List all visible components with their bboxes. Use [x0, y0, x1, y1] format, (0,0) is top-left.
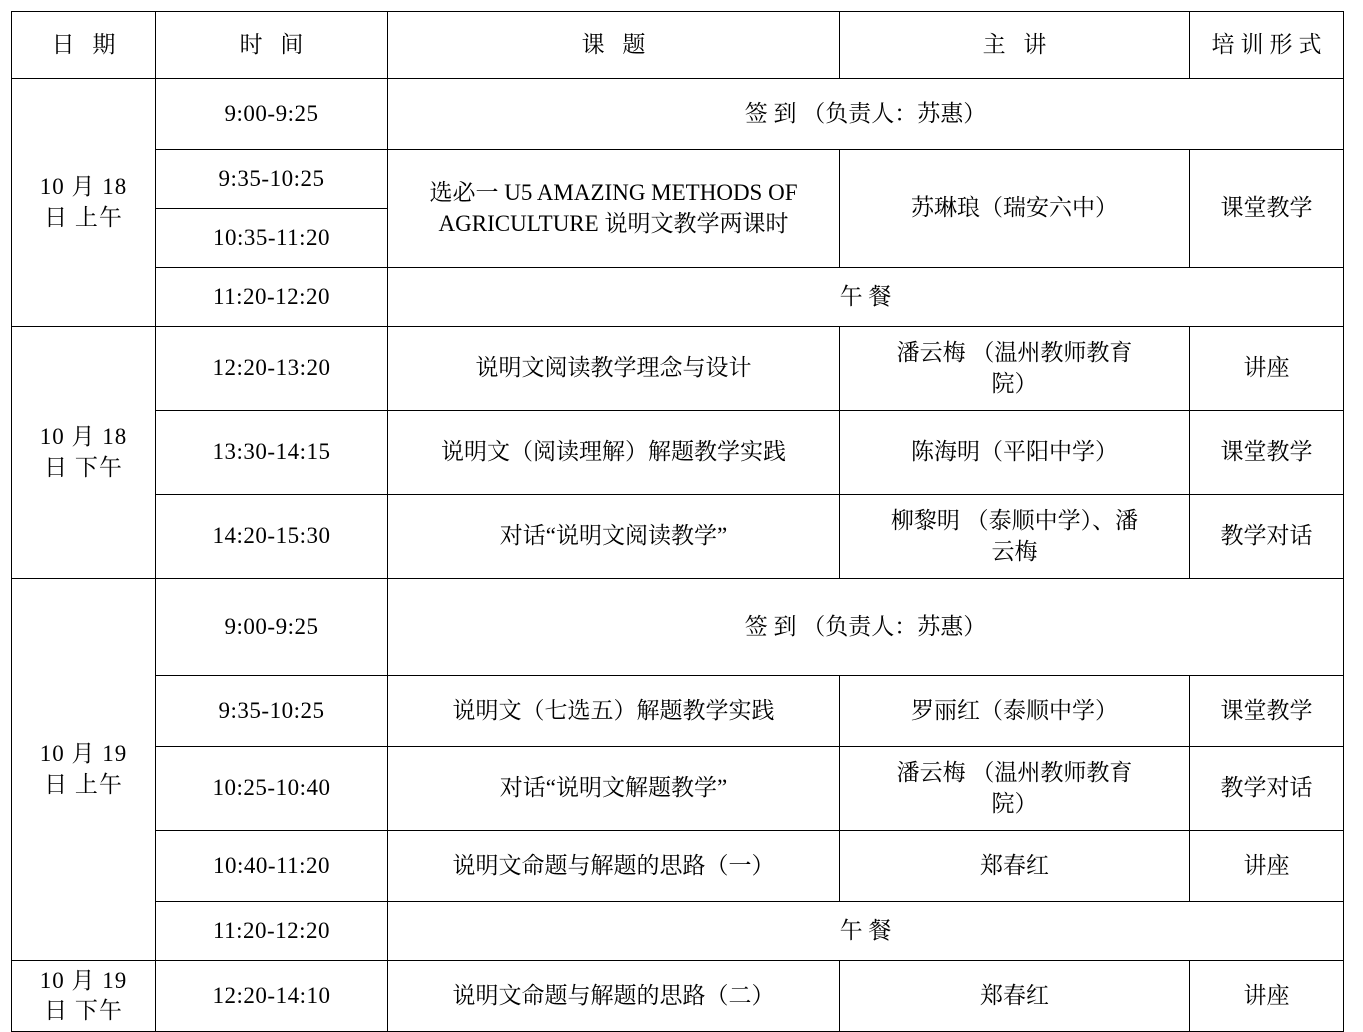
- table-row: [12, 747, 1344, 831]
- table-row: [12, 327, 1344, 411]
- speaker-line-1: 潘云梅 （温州教师教育: [896, 340, 1133, 366]
- time-cell: 12:20-14:10: [156, 961, 388, 1032]
- speaker-line-1: 潘云梅 （温州教师教育: [896, 760, 1133, 786]
- time-cell: 9:35-10:25: [156, 676, 388, 747]
- table-body: [12, 79, 1344, 1032]
- table-header-row: [12, 12, 1344, 79]
- date-cell-oct19-morning: [12, 579, 156, 961]
- date-line-2: 日 下午: [44, 998, 123, 1023]
- topic-line-1: 选必一 U5 AMAZING METHODS OF: [429, 180, 798, 206]
- topic-cell: 说明文（阅读理解）解题教学实践: [388, 411, 840, 495]
- speaker-line-2: 院）: [991, 790, 1038, 816]
- date-cell-oct19-afternoon: [12, 961, 156, 1032]
- speaker-cell: 陈海明（平阳中学）: [840, 411, 1190, 495]
- speaker-cell: [840, 327, 1190, 411]
- date-line-2: 日 上午: [44, 771, 123, 797]
- table-row: [12, 676, 1344, 747]
- time-cell: 14:20-15:30: [156, 495, 388, 579]
- date-line-1: 10 月 18: [39, 424, 128, 450]
- table-row: [12, 411, 1344, 495]
- lunch-cell: 午 餐: [388, 268, 1344, 327]
- column-header-form: 培训形式: [1190, 12, 1344, 79]
- time-cell: 9:00-9:25: [156, 579, 388, 676]
- signin-cell: 签 到 （负责人：苏惠）: [388, 579, 1344, 676]
- column-header-topic: 课 题: [388, 12, 840, 79]
- speaker-cell: 郑春红: [840, 961, 1190, 1032]
- time-cell: 10:35-11:20: [156, 209, 388, 268]
- table-row: [12, 961, 1344, 1032]
- form-cell: 课堂教学: [1190, 411, 1344, 495]
- table-row: [12, 495, 1344, 579]
- form-cell: 课堂教学: [1190, 150, 1344, 268]
- table-header: [12, 12, 1344, 79]
- topic-cell: [388, 150, 840, 268]
- time-cell: 10:25-10:40: [156, 747, 388, 831]
- column-header-time: 时 间: [156, 12, 388, 79]
- form-cell: 教学对话: [1190, 495, 1344, 579]
- topic-cell: 说明文阅读教学理念与设计: [388, 327, 840, 411]
- training-schedule-table: [11, 11, 1344, 1032]
- time-cell: 12:20-13:20: [156, 327, 388, 411]
- topic-cell: 对话“说明文解题教学”: [388, 747, 840, 831]
- topic-cell: 说明文命题与解题的思路（二）: [388, 961, 840, 1032]
- table-row: [12, 268, 1344, 327]
- time-cell: 9:00-9:25: [156, 79, 388, 150]
- speaker-cell: [840, 495, 1190, 579]
- speaker-cell: 罗丽红（泰顺中学）: [840, 676, 1190, 747]
- date-line-2: 日 下午: [44, 454, 123, 480]
- form-cell: 课堂教学: [1190, 676, 1344, 747]
- speaker-line-2: 云梅: [991, 538, 1038, 564]
- column-header-speaker: 主 讲: [840, 12, 1190, 79]
- topic-cell: 对话“说明文阅读教学”: [388, 495, 840, 579]
- speaker-line-1: 柳黎明 （泰顺中学）、潘: [890, 508, 1139, 534]
- column-header-date: 日 期: [12, 12, 156, 79]
- form-cell: 讲座: [1190, 327, 1344, 411]
- time-cell: 13:30-14:15: [156, 411, 388, 495]
- speaker-line-2: 院）: [991, 370, 1038, 396]
- date-line-1: 10 月 19: [39, 967, 128, 993]
- time-cell: 11:20-12:20: [156, 268, 388, 327]
- table-row: [12, 902, 1344, 961]
- form-cell: 教学对话: [1190, 747, 1344, 831]
- speaker-cell: 苏琳琅（瑞安六中）: [840, 150, 1190, 268]
- table-row: [12, 150, 1344, 209]
- document-page: [0, 11, 1363, 1023]
- date-cell-oct18-afternoon: [12, 327, 156, 579]
- time-cell: 10:40-11:20: [156, 831, 388, 902]
- speaker-cell: [840, 747, 1190, 831]
- date-cell-oct18-morning: [12, 79, 156, 327]
- page-corner-mark: [2, 992, 12, 1004]
- lunch-cell: 午 餐: [388, 902, 1344, 961]
- topic-line-2: AGRICULTURE 说明文教学两课时: [438, 210, 789, 236]
- form-cell: 讲座: [1190, 831, 1344, 902]
- topic-cell: 说明文命题与解题的思路（一）: [388, 831, 840, 902]
- table-row: [12, 579, 1344, 676]
- signin-cell: 签 到 （负责人：苏惠）: [388, 79, 1344, 150]
- speaker-cell: 郑春红: [840, 831, 1190, 902]
- table-row: [12, 831, 1344, 902]
- date-line-1: 10 月 19: [39, 741, 128, 767]
- table-row: [12, 79, 1344, 150]
- date-line-2: 日 上午: [44, 204, 123, 230]
- form-cell: 讲座: [1190, 961, 1344, 1032]
- time-cell: 9:35-10:25: [156, 150, 388, 209]
- date-line-1: 10 月 18: [39, 174, 128, 200]
- time-cell: 11:20-12:20: [156, 902, 388, 961]
- topic-cell: 说明文（七选五）解题教学实践: [388, 676, 840, 747]
